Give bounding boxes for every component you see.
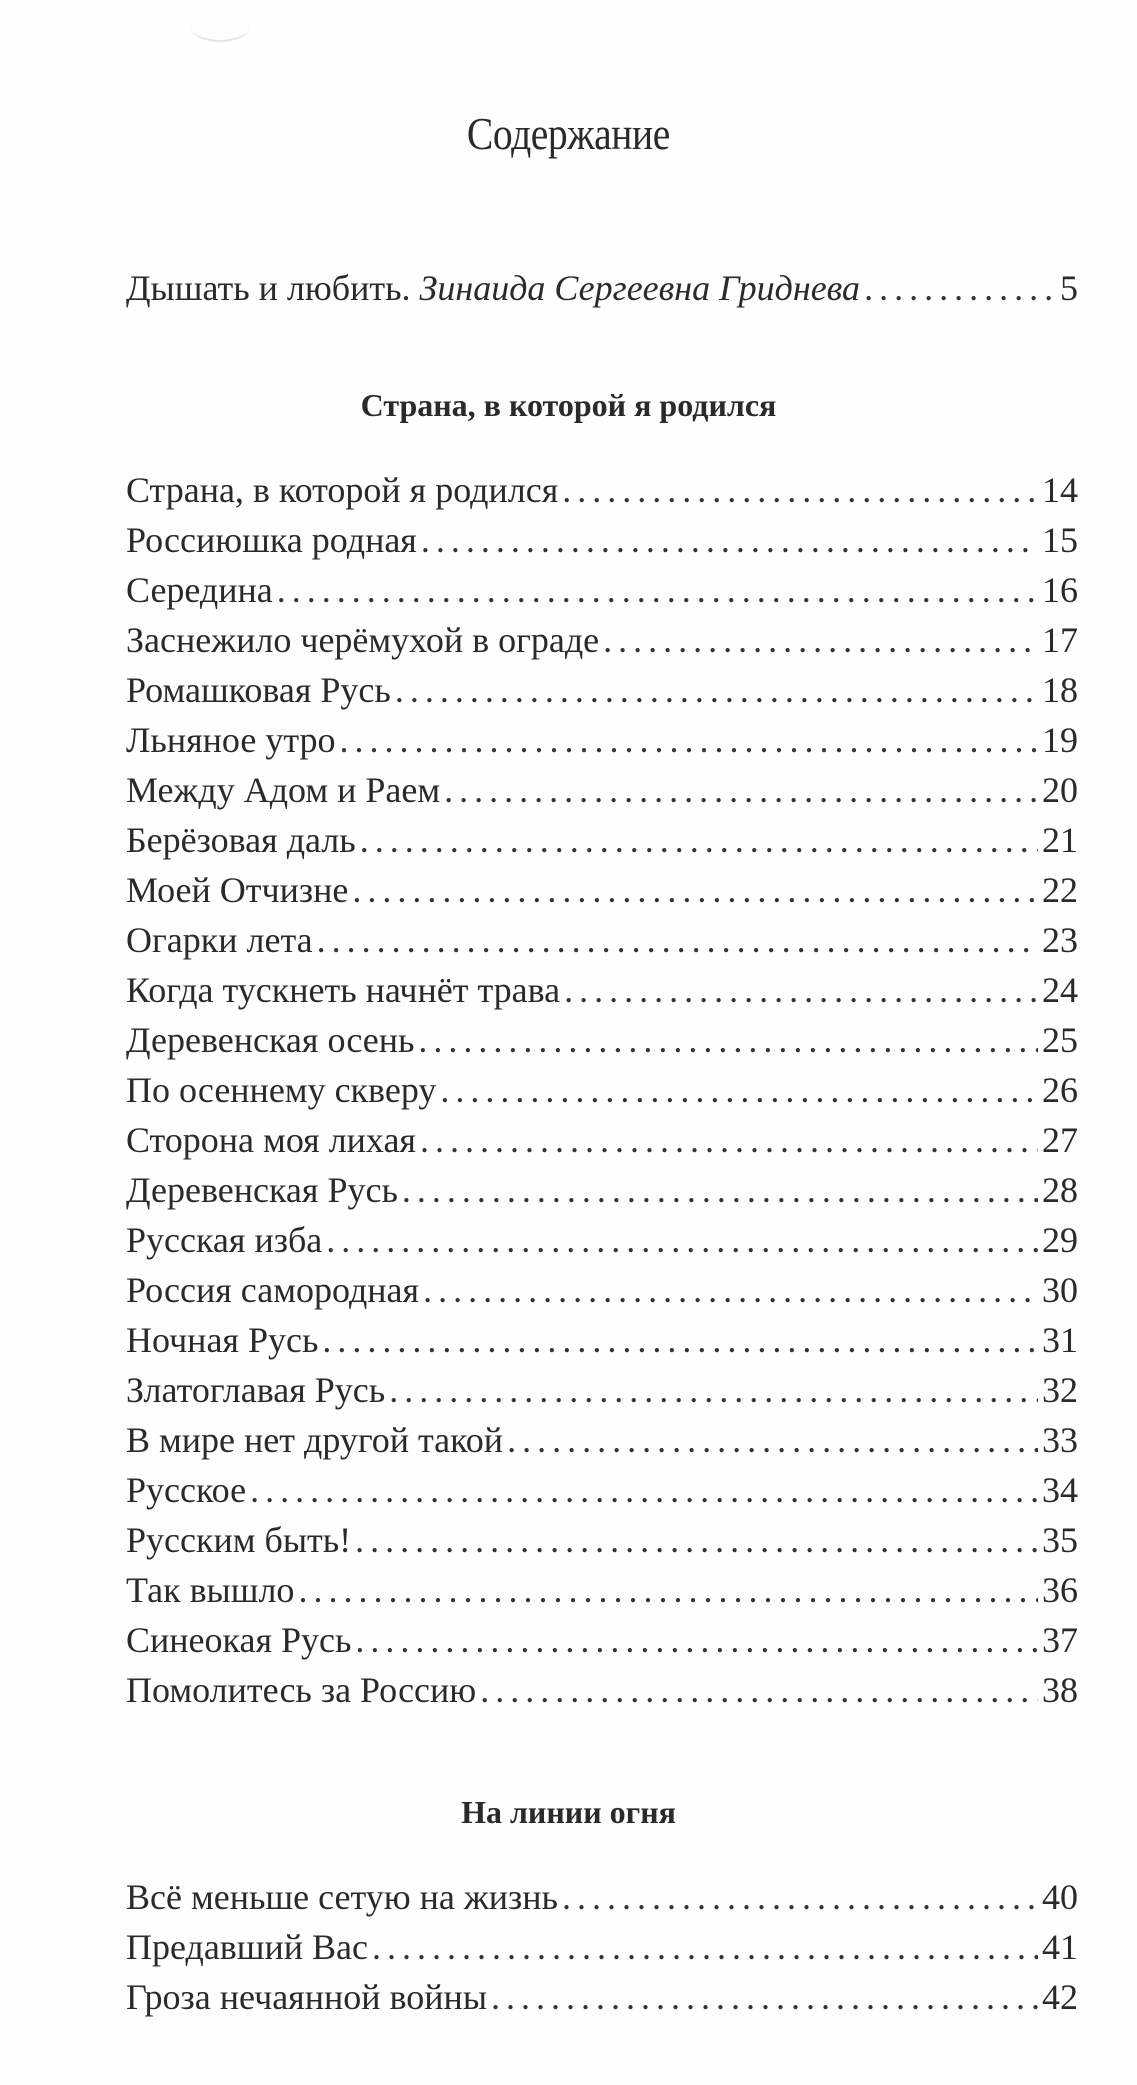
leader-dots	[322, 1315, 1038, 1365]
toc-entry-intro[interactable]	[126, 263, 1078, 313]
toc-entry[interactable]	[126, 865, 1078, 915]
entry-title: Берёзовая даль	[126, 820, 356, 860]
leader-dots	[326, 1215, 1038, 1265]
entry-title: Всё меньше сетую на жизнь	[126, 1877, 558, 1917]
toc-entry[interactable]	[126, 1665, 1078, 1715]
entry-page-number: 34	[1042, 1470, 1078, 1510]
entry-title: Между Адом и Раем	[126, 770, 441, 810]
section-heading: Страна, в которой я родился	[360, 387, 777, 423]
entry-title: Русское	[126, 1470, 247, 1510]
toc-entry[interactable]	[126, 1565, 1078, 1615]
entry-title	[126, 263, 860, 313]
toc-entry[interactable]	[126, 665, 1078, 715]
leader-dots	[352, 865, 1038, 915]
entry-page-number: 41	[1042, 1927, 1078, 1967]
section-entries	[126, 465, 1078, 1715]
leader-dots	[372, 1922, 1038, 1972]
entry-page-number: 17	[1042, 620, 1078, 660]
entry-title: Когда тускнеть начнёт трава	[126, 970, 561, 1010]
leader-dots	[864, 263, 1056, 313]
entry-title: Страна, в которой я родился	[126, 470, 559, 510]
entry-page-number: 28	[1042, 1170, 1078, 1210]
toc-entry[interactable]	[126, 1415, 1078, 1465]
entry-title: Гроза нечаянной войны	[126, 1977, 488, 2017]
entry-title: Заснежило черёмухой в ограде	[126, 620, 600, 660]
entry-title: Моей Отчизне	[126, 870, 349, 910]
leader-dots	[603, 615, 1038, 665]
leader-dots	[562, 1872, 1038, 1922]
toc-entry[interactable]	[126, 1465, 1078, 1515]
toc-entry[interactable]	[126, 915, 1078, 965]
toc-entry[interactable]	[126, 1315, 1078, 1365]
entry-page-number: 25	[1042, 1020, 1078, 1060]
entry-page-number: 16	[1042, 570, 1078, 610]
toc-entry[interactable]	[126, 1265, 1078, 1315]
entry-page-number: 14	[1042, 470, 1078, 510]
entry-page-number: 35	[1042, 1520, 1078, 1560]
leader-dots	[317, 915, 1038, 965]
leader-dots	[420, 1115, 1038, 1165]
leader-dots	[507, 1415, 1038, 1465]
toc-entry[interactable]	[126, 1972, 1078, 2022]
intro-title: Дышать и любить.	[126, 268, 411, 308]
entry-page-number: 26	[1042, 1070, 1078, 1110]
leader-dots	[355, 1615, 1038, 1665]
leader-dots	[440, 1065, 1038, 1115]
leader-dots	[562, 465, 1038, 515]
entry-title: Русская изба	[126, 1220, 323, 1260]
entry-title: Россиюшка родная	[126, 520, 417, 560]
entry-page-number: 22	[1042, 870, 1078, 910]
entry-page-number: 19	[1042, 720, 1078, 760]
toc-entry[interactable]	[126, 815, 1078, 865]
intro-author: Зинаида Сергеевна Гриднева	[419, 268, 861, 308]
toc-entry[interactable]	[126, 1872, 1078, 1922]
section-entries	[126, 1872, 1078, 2022]
leader-dots	[402, 1165, 1038, 1215]
toc-entry[interactable]	[126, 1015, 1078, 1065]
entry-title: Огарки лета	[126, 920, 313, 960]
entry-page-number: 23	[1042, 920, 1078, 960]
entry-page-number: 31	[1042, 1320, 1078, 1360]
leader-dots	[418, 1015, 1038, 1065]
toc-entry[interactable]	[126, 1515, 1078, 1565]
toc-entry[interactable]	[126, 1215, 1078, 1265]
entry-page-number: 36	[1042, 1570, 1078, 1610]
leader-dots	[389, 1365, 1038, 1415]
leader-dots	[298, 1565, 1038, 1615]
leader-dots	[444, 765, 1038, 815]
toc-entry[interactable]	[126, 515, 1078, 565]
leader-dots	[340, 715, 1038, 765]
page-title: Содержание	[466, 108, 670, 159]
toc-entry[interactable]	[126, 1365, 1078, 1415]
intro-entry	[126, 263, 1078, 313]
entry-title: Льняное утро	[126, 720, 336, 760]
entry-title: Середина	[126, 570, 273, 610]
entry-page-number: 42	[1042, 1977, 1078, 2017]
entry-page-number: 18	[1042, 670, 1078, 710]
leader-dots	[250, 1465, 1038, 1515]
entry-title: Русским быть!	[126, 1520, 352, 1560]
section-heading: На линии огня	[461, 1794, 676, 1830]
entry-title: Ромашковая Русь	[126, 670, 391, 710]
toc-entry[interactable]	[126, 465, 1078, 515]
leader-dots	[480, 1665, 1038, 1715]
leader-dots	[395, 665, 1038, 715]
entry-page-number: 21	[1042, 820, 1078, 860]
leader-dots	[360, 815, 1038, 865]
entry-page-number: 33	[1042, 1420, 1078, 1460]
entry-title: Так вышло	[126, 1570, 295, 1610]
toc-entry[interactable]	[126, 565, 1078, 615]
toc-entry[interactable]	[126, 965, 1078, 1015]
toc-entry[interactable]	[126, 615, 1078, 665]
entry-page-number: 40	[1042, 1877, 1078, 1917]
entry-title: В мире нет другой такой	[126, 1420, 504, 1460]
leader-dots	[564, 965, 1038, 1015]
entry-page-number: 38	[1042, 1670, 1078, 1710]
toc-entry[interactable]	[126, 1115, 1078, 1165]
entry-page-number: 27	[1042, 1120, 1078, 1160]
paper-smudge	[190, 10, 250, 42]
leader-dots	[491, 1972, 1038, 2022]
leader-dots	[423, 1265, 1038, 1315]
entry-page-number: 24	[1042, 970, 1078, 1010]
toc-entry[interactable]	[126, 1065, 1078, 1115]
entry-page-number: 15	[1042, 520, 1078, 560]
toc-entry[interactable]	[126, 1165, 1078, 1215]
toc-entry[interactable]	[126, 1922, 1078, 1972]
toc-entry[interactable]	[126, 715, 1078, 765]
entry-page-number: 29	[1042, 1220, 1078, 1260]
entry-title: Ночная Русь	[126, 1320, 319, 1360]
entry-title: Синеокая Русь	[126, 1620, 352, 1660]
leader-dots	[355, 1515, 1038, 1565]
entry-page-number: 20	[1042, 770, 1078, 810]
entry-title: По осеннему скверу	[126, 1070, 437, 1110]
entry-title: Деревенская осень	[126, 1020, 415, 1060]
entry-title: Сторона моя лихая	[126, 1120, 416, 1160]
entry-page-number: 32	[1042, 1370, 1078, 1410]
entry-title: Россия самородная	[126, 1270, 420, 1310]
toc-entry[interactable]	[126, 1615, 1078, 1665]
entry-page-number: 5	[1060, 268, 1078, 308]
entry-title: Златоглавая Русь	[126, 1370, 386, 1410]
toc-entry[interactable]	[126, 765, 1078, 815]
entry-page-number: 37	[1042, 1620, 1078, 1660]
entry-title: Деревенская Русь	[126, 1170, 398, 1210]
leader-dots	[421, 515, 1038, 565]
entry-title: Предавший Вас	[126, 1927, 369, 1967]
entry-page-number: 30	[1042, 1270, 1078, 1310]
leader-dots	[277, 565, 1038, 615]
entry-title: Помолитесь за Россию	[126, 1670, 477, 1710]
